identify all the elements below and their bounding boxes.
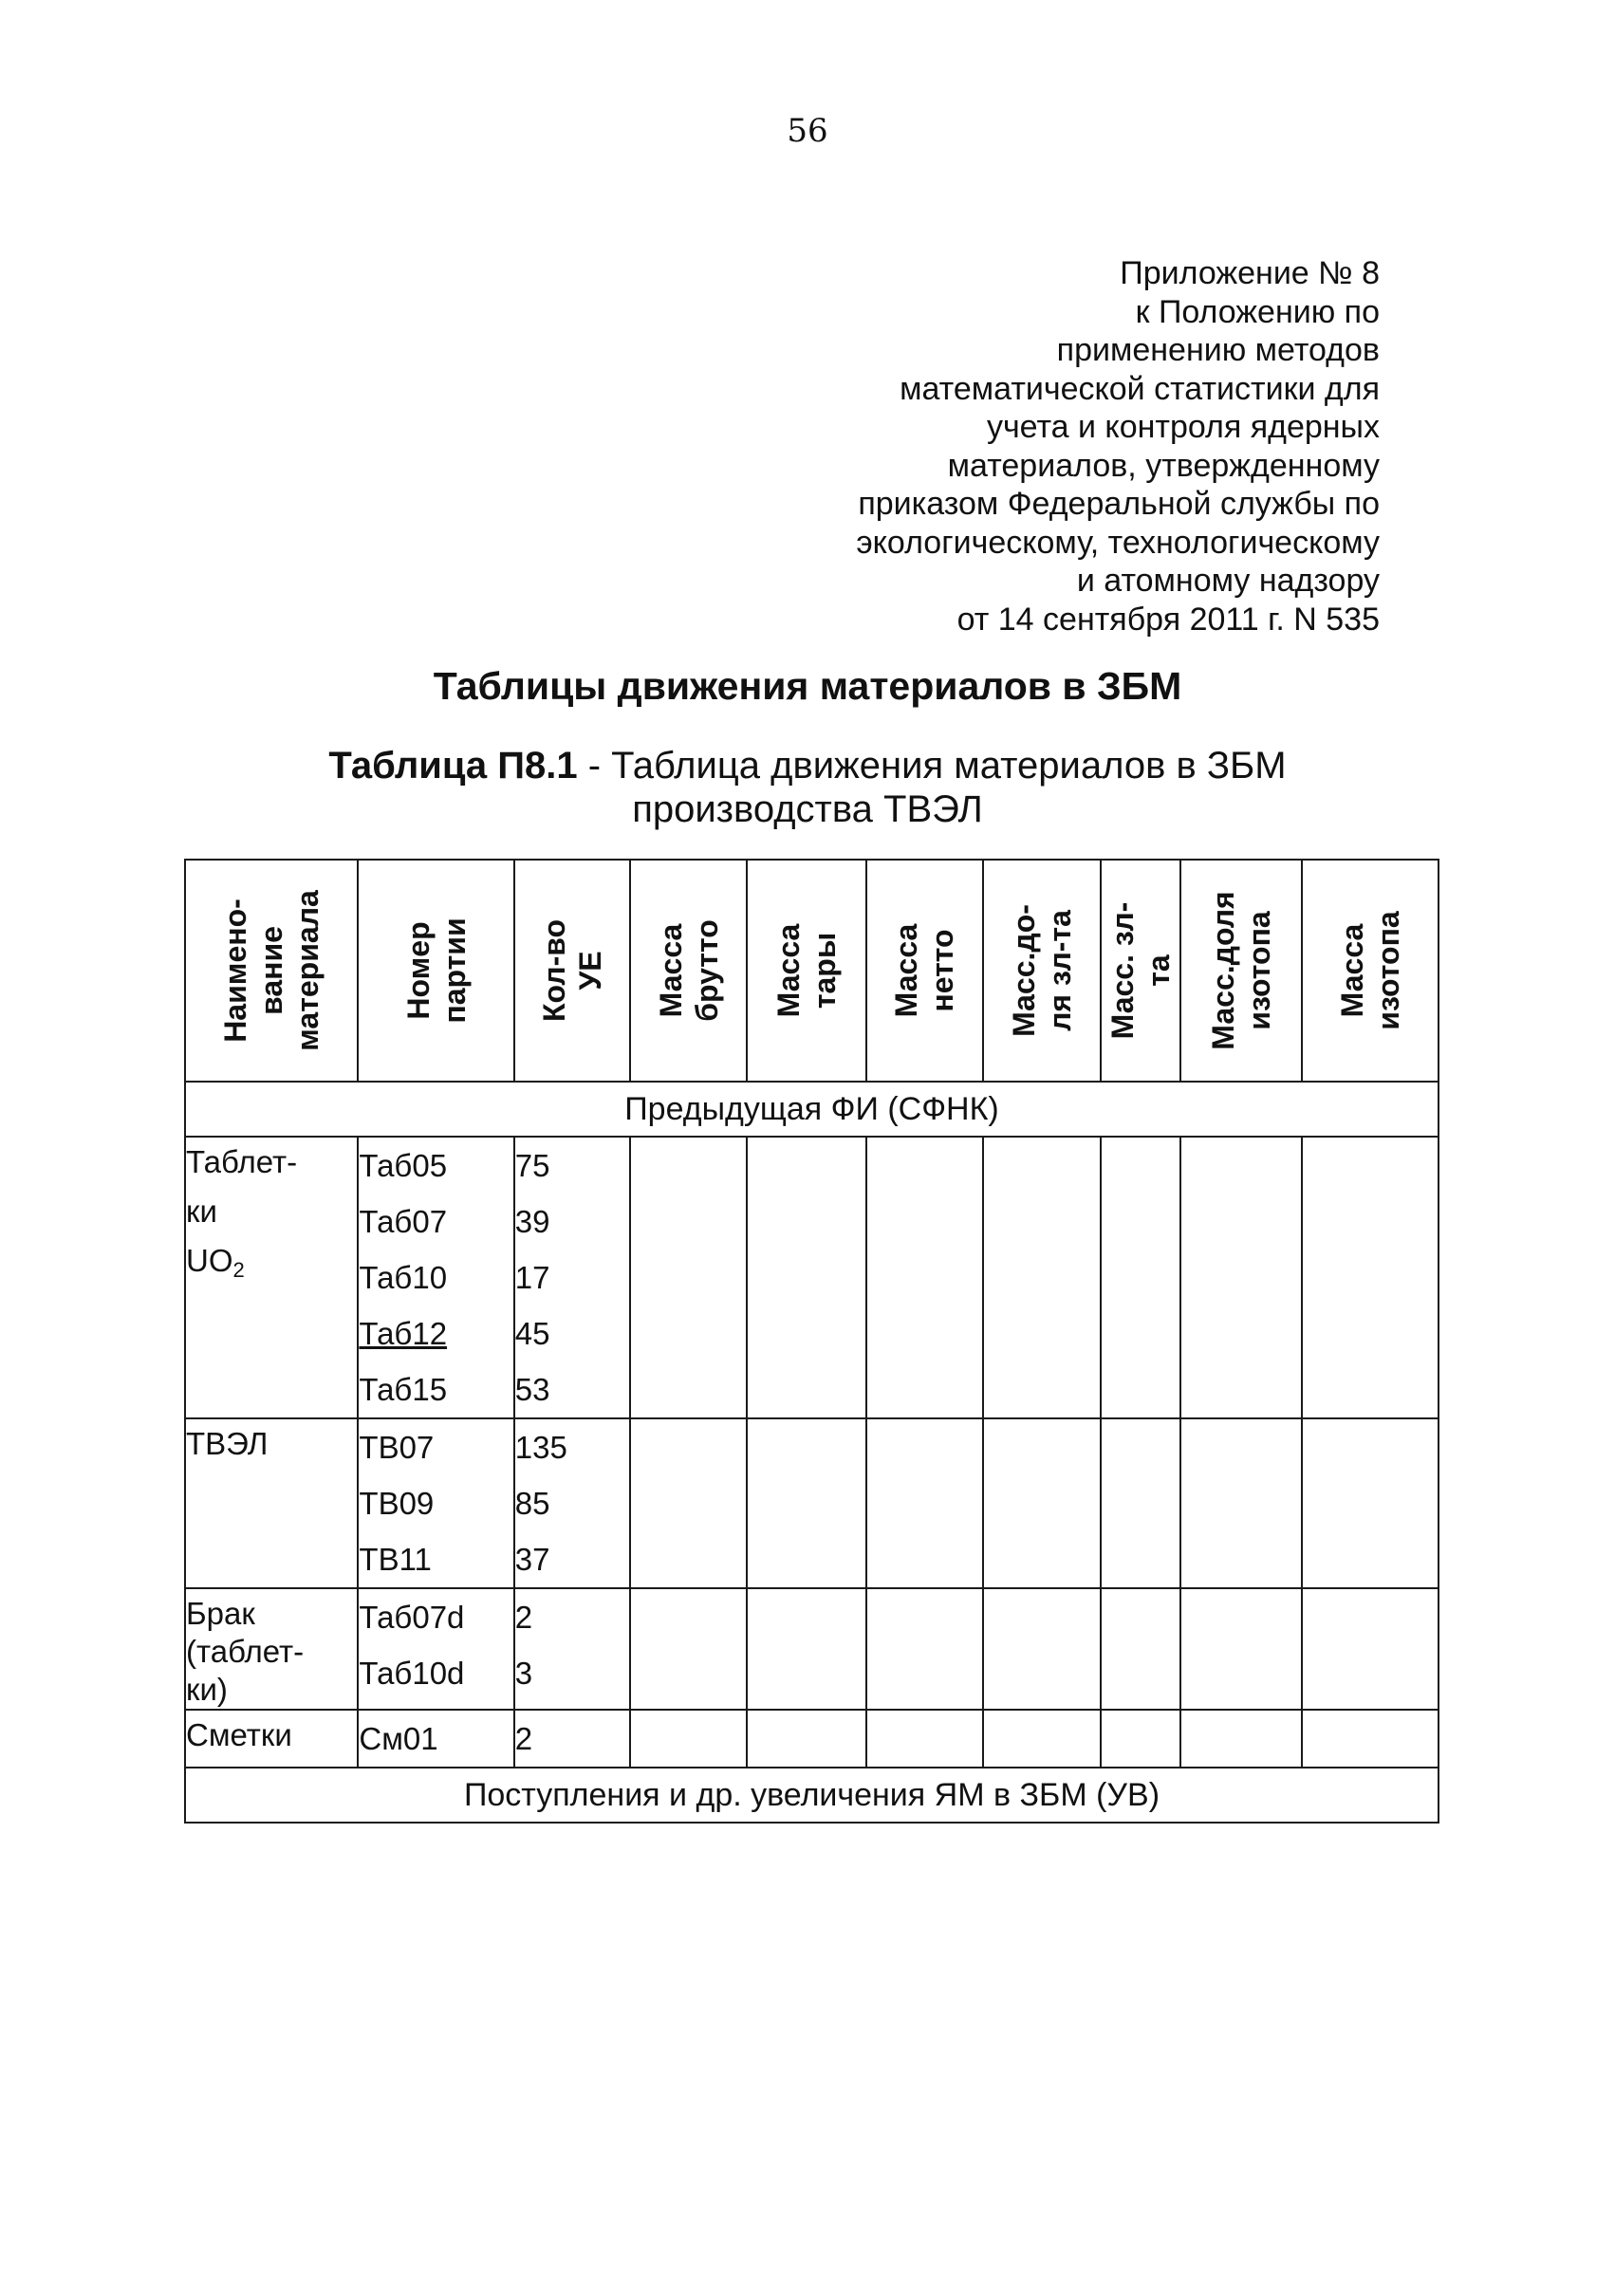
quantity-cell: 2 [514,1710,630,1768]
empty-cell [1302,1588,1439,1710]
empty-cell [1302,1137,1439,1418]
empty-cell [630,1418,747,1588]
material-movement-table [184,859,1439,1824]
table-row-pellets [185,1137,1439,1418]
empty-cell [1180,1710,1301,1768]
empty-cell [1101,1137,1180,1418]
appendix-line: к Положению по [1135,293,1380,330]
empty-cell [1302,1710,1439,1768]
header-net-mass: Масса нетто [866,860,983,1082]
empty-cell [1101,1588,1180,1710]
empty-cell [1180,1418,1301,1588]
section-row-previous [185,1082,1439,1137]
batch-cell: См01 [358,1710,513,1768]
table-title-text: - Таблица движения материалов в ЗБМ [577,745,1287,787]
empty-cell [866,1418,983,1588]
header-batch-number: Номер партии [358,860,513,1082]
empty-cell [866,1137,983,1418]
empty-cell [630,1137,747,1418]
material-name-cell: Сметки [185,1710,358,1768]
page-number: 56 [787,112,828,150]
empty-cell [866,1710,983,1768]
appendix-line: экологическому, технологическому [856,524,1380,561]
batch-cell: Таб05 Таб07 Таб10 Таб12 Таб15 [358,1137,513,1418]
formula: $UO_2$ [186,1243,245,1282]
table-number: Таблица П8.1 [328,745,578,787]
table-title-line-1 [0,744,1615,787]
empty-cell [983,1588,1101,1710]
empty-cell [983,1137,1101,1418]
empty-cell [1180,1588,1301,1710]
quantity-cell: 135 85 37 [514,1418,630,1588]
batch-cell: ТВ07 ТВ09 ТВ11 [358,1418,513,1588]
header-element-mass: Масс. зл- та [1101,860,1180,1082]
header-gross-mass: Масса брутто [630,860,747,1082]
appendix-line: математической статистики для [900,370,1380,407]
appendix-line: материалов, утвержденному [947,447,1380,484]
material-name-cell: Брак (таблет- ки) [185,1588,358,1710]
material-name-cell: ТВЭЛ [185,1418,358,1588]
empty-cell [1302,1418,1439,1588]
empty-cell [983,1710,1101,1768]
section-row-receipts [185,1768,1439,1823]
empty-cell [1180,1137,1301,1418]
quantity-cell: 75 39 17 45 53 [514,1137,630,1418]
header-row [185,860,1439,1082]
header-material-name: Наимено- вание материала [185,860,358,1082]
batch-cell: Таб07d Таб10d [358,1588,513,1710]
section-previous-label: Предыдущая ФИ (СФНК) [185,1082,1439,1137]
empty-cell [630,1588,747,1710]
table-row-rejects [185,1588,1439,1710]
table-title [0,744,1615,831]
header-unit-count: Кол-во УЕ [514,860,630,1082]
appendix-line: Приложение № 8 [1120,255,1380,291]
header-isotope-mass: Масса изотопа [1302,860,1439,1082]
empty-cell [1101,1710,1180,1768]
table-row-sweepings [185,1710,1439,1768]
quantity-cell: 2 3 [514,1588,630,1710]
empty-cell [747,1418,865,1588]
empty-cell [983,1418,1101,1588]
empty-cell [747,1588,865,1710]
empty-cell [630,1710,747,1768]
appendix-line: от 14 сентября 2011 г. N 535 [956,601,1380,638]
table-title-line-2: производства ТВЭЛ [632,788,983,830]
main-title: Таблицы движения материалов в ЗБМ [433,664,1182,708]
appendix-reference [715,254,1380,639]
empty-cell [747,1137,865,1418]
empty-cell [1101,1418,1180,1588]
header-isotope-mass-fraction: Масс.доля изотопа [1180,860,1301,1082]
section-receipts-label: Поступления и др. увеличения ЯМ в ЗБМ (УВ) [185,1768,1439,1823]
table-row-fuel-rods [185,1418,1439,1588]
appendix-line: и атомному надзору [1076,563,1380,599]
empty-cell [866,1588,983,1710]
empty-cell [747,1710,865,1768]
header-tare-mass: Масса тары [747,860,865,1082]
appendix-line: приказом Федеральной службы по [858,486,1380,522]
appendix-line: применению методов [1056,332,1380,368]
header-element-mass-fraction: Масс.до- ля зл-та [983,860,1101,1082]
material-name-cell: Таблет- ки $UO_2$ [185,1137,358,1418]
appendix-line: учета и контроля ядерных [986,409,1380,445]
